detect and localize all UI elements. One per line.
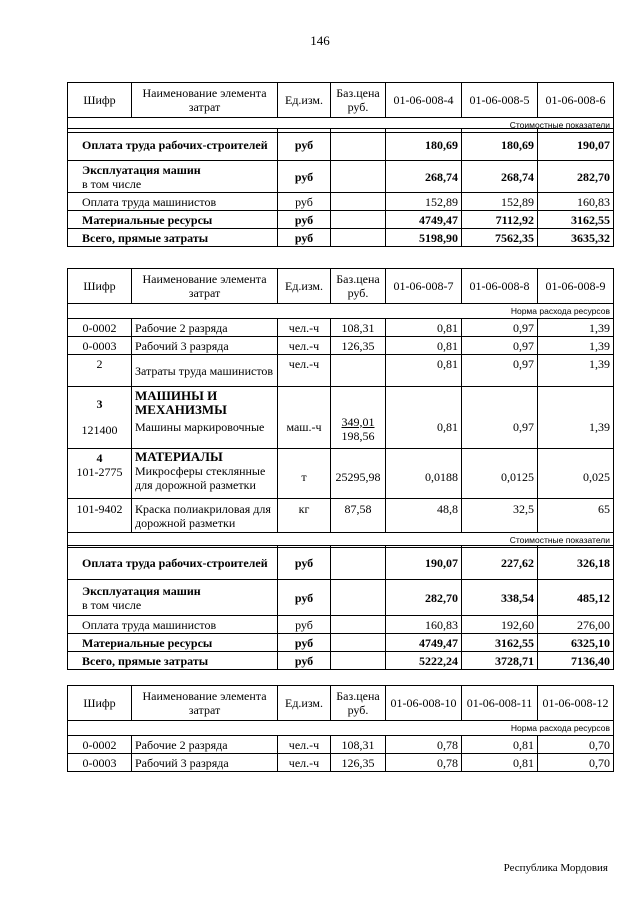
- header-col-1: 01-06-008-10: [386, 686, 462, 721]
- row-unit: чел.-ч: [278, 355, 331, 387]
- table-row: [68, 129, 614, 161]
- value-cell: 7136,40: [538, 652, 614, 670]
- value-cell: 1,39: [538, 387, 614, 449]
- value-cell: 190,07: [386, 546, 462, 580]
- value-cell: 6325,10: [538, 634, 614, 652]
- value-cell: 180,69: [386, 129, 462, 161]
- table-row: [68, 580, 614, 616]
- section-band-label: Стоимостные показатели: [68, 118, 614, 133]
- row-price: 349,01: [341, 414, 375, 429]
- header-code: Шифр: [68, 269, 132, 304]
- value-cell: 0,78: [386, 754, 462, 772]
- table-row: [68, 319, 614, 337]
- value-cell: 5222,24: [386, 652, 462, 670]
- value-cell: 160,83: [386, 616, 462, 634]
- value-cell: 268,74: [462, 161, 538, 193]
- table-row: [68, 652, 614, 670]
- section-code: 3: [96, 397, 103, 411]
- table-header: [68, 269, 614, 304]
- cost-table-2-body: [67, 545, 614, 670]
- value-cell: 7562,35: [462, 229, 538, 247]
- header-price: Баз.цена руб.: [331, 686, 386, 721]
- row-code: 0-0003: [68, 337, 132, 355]
- value-cell: 0,78: [386, 736, 462, 754]
- header-col-3: 01-06-008-9: [538, 269, 614, 304]
- row-unit: руб: [278, 193, 331, 211]
- table-row: [68, 449, 614, 499]
- cost-table-1: [67, 82, 614, 133]
- value-cell: 160,83: [538, 193, 614, 211]
- value-cell: 282,70: [386, 580, 462, 616]
- row-unit: руб: [278, 129, 331, 161]
- row-name: Материальные ресурсы: [68, 634, 278, 652]
- row-name: Оплата труда машинистов: [68, 616, 278, 634]
- value-cell: 338,54: [462, 580, 538, 616]
- table-row: [68, 736, 614, 754]
- row-unit: чел.-ч: [278, 736, 331, 754]
- value-cell: 0,81: [462, 754, 538, 772]
- value-cell: 0,97: [462, 337, 538, 355]
- value-cell: 0,97: [462, 387, 538, 449]
- value-cell: 276,00: [538, 616, 614, 634]
- table-row: [68, 387, 614, 449]
- value-cell: 485,12: [538, 580, 614, 616]
- header-code: Шифр: [68, 83, 132, 118]
- header-name: Наименование элемента затрат: [132, 686, 278, 721]
- table-row: [68, 229, 614, 247]
- row-unit: руб: [278, 634, 331, 652]
- row-price: 25295,98: [331, 449, 386, 499]
- header-unit: Ед.изм.: [278, 269, 331, 304]
- row-price: 108,31: [331, 736, 386, 754]
- row-price: [331, 355, 386, 387]
- value-cell: 3162,55: [538, 211, 614, 229]
- footer-region: Республика Мордовия: [503, 862, 608, 874]
- value-cell: 190,07: [538, 129, 614, 161]
- row-name: Эксплуатация машин: [82, 583, 201, 598]
- value-cell: 192,60: [462, 616, 538, 634]
- row-unit: маш.-ч: [278, 387, 331, 449]
- row-name: Рабочий 3 разряда: [132, 337, 278, 355]
- header-name: Наименование элемента затрат: [132, 83, 278, 118]
- row-code: 101-2775: [76, 465, 123, 479]
- table-row: [68, 211, 614, 229]
- row-name: Всего, прямые затраты: [68, 652, 278, 670]
- row-unit: руб: [278, 161, 331, 193]
- row-name: Рабочие 2 разряда: [132, 736, 278, 754]
- value-cell: 268,74: [386, 161, 462, 193]
- row-name: Затраты труда машинистов: [132, 355, 278, 387]
- header-col-1: 01-06-008-7: [386, 269, 462, 304]
- table-header: [68, 686, 614, 721]
- table-row: [68, 634, 614, 652]
- row-name: Всего, прямые затраты: [68, 229, 278, 247]
- resource-table-2: [67, 268, 614, 548]
- table-row: [68, 754, 614, 772]
- value-cell: 152,89: [386, 193, 462, 211]
- value-cell: 0,0125: [462, 449, 538, 499]
- row-unit: кг: [278, 499, 331, 533]
- table-row: [68, 355, 614, 387]
- section-band-label: Норма расхода ресурсов: [68, 304, 614, 319]
- value-cell: 326,18: [538, 546, 614, 580]
- value-cell: 152,89: [462, 193, 538, 211]
- value-cell: 3162,55: [462, 634, 538, 652]
- value-cell: 180,69: [462, 129, 538, 161]
- row-name: Микросферы стеклянные для дорожной разметки: [135, 464, 266, 492]
- value-cell: 0,025: [538, 449, 614, 499]
- value-cell: 0,81: [386, 337, 462, 355]
- value-cell: 0,70: [538, 754, 614, 772]
- value-cell: 4749,47: [386, 634, 462, 652]
- row-code: 0-0002: [68, 736, 132, 754]
- value-cell: 1,39: [538, 337, 614, 355]
- cost-table-1-body: [67, 128, 614, 247]
- header-col-2: 01-06-008-8: [462, 269, 538, 304]
- row-name: Машины маркировочные: [135, 420, 265, 434]
- row-unit: чел.-ч: [278, 319, 331, 337]
- row-code: 101-9402: [68, 499, 132, 533]
- row-unit: руб: [278, 616, 331, 634]
- row-name: Оплата труда рабочих-строителей: [68, 129, 278, 161]
- header-col-3: 01-06-008-12: [538, 686, 614, 721]
- page-number: 146: [310, 33, 330, 48]
- row-name: Рабочие 2 разряда: [132, 319, 278, 337]
- table-header: [68, 83, 614, 118]
- row-code: 0-0002: [68, 319, 132, 337]
- value-cell: 0,97: [462, 319, 538, 337]
- row-unit: руб: [278, 229, 331, 247]
- value-cell: 32,5: [462, 499, 538, 533]
- header-price: Баз.цена руб.: [331, 83, 386, 118]
- section-band-label: Норма расхода ресурсов: [68, 721, 614, 736]
- value-cell: 0,97: [462, 355, 538, 387]
- value-cell: 65: [538, 499, 614, 533]
- row-unit: руб: [278, 580, 331, 616]
- row-name: Эксплуатация машин: [82, 162, 201, 177]
- row-unit: руб: [278, 546, 331, 580]
- table-row: [68, 193, 614, 211]
- row-price-2: 198,56: [341, 428, 375, 443]
- row-unit: руб: [278, 652, 331, 670]
- row-unit: чел.-ч: [278, 337, 331, 355]
- row-name: Краска полиакриловая для дорожной разметки: [132, 499, 278, 533]
- row-code: 0-0003: [68, 754, 132, 772]
- value-cell: 3728,71: [462, 652, 538, 670]
- value-cell: 0,81: [386, 319, 462, 337]
- section-code: 4: [96, 451, 103, 465]
- row-name: Оплата труда рабочих-строителей: [68, 546, 278, 580]
- table-row: [68, 616, 614, 634]
- header-unit: Ед.изм.: [278, 83, 331, 118]
- header-price: Баз.цена руб.: [331, 269, 386, 304]
- row-name: Оплата труда машинистов: [68, 193, 278, 211]
- value-cell: 282,70: [538, 161, 614, 193]
- row-code: 2: [68, 355, 132, 387]
- row-code: 121400: [81, 423, 118, 437]
- row-subtext: в том числе: [82, 597, 142, 612]
- header-col-3: 01-06-008-6: [538, 83, 614, 118]
- value-cell: 4749,47: [386, 211, 462, 229]
- value-cell: 0,81: [386, 355, 462, 387]
- section-band-label: Стоимостные показатели: [68, 533, 614, 548]
- value-cell: 0,70: [538, 736, 614, 754]
- value-cell: 3635,32: [538, 229, 614, 247]
- row-price: 87,58: [331, 499, 386, 533]
- row-unit: чел.-ч: [278, 754, 331, 772]
- section-title: МАТЕРИАЛЫ: [135, 449, 223, 464]
- header-code: Шифр: [68, 686, 132, 721]
- table-row: [68, 161, 614, 193]
- value-cell: 48,8: [386, 499, 462, 533]
- value-cell: 1,39: [538, 319, 614, 337]
- header-col-2: 01-06-008-5: [462, 83, 538, 118]
- resource-table-3: [67, 685, 614, 772]
- table-row: [68, 337, 614, 355]
- value-cell: 227,62: [462, 546, 538, 580]
- row-subtext: в том числе: [82, 176, 142, 191]
- table-row: [68, 546, 614, 580]
- value-cell: 7112,92: [462, 211, 538, 229]
- section-title: МАШИНЫ И МЕХАНИЗМЫ: [135, 388, 227, 417]
- row-unit: т: [278, 449, 331, 499]
- value-cell: 0,81: [386, 387, 462, 449]
- row-price: 126,35: [331, 754, 386, 772]
- value-cell: 0,81: [462, 736, 538, 754]
- header-unit: Ед.изм.: [278, 686, 331, 721]
- value-cell: 5198,90: [386, 229, 462, 247]
- header-col-1: 01-06-008-4: [386, 83, 462, 118]
- table-row: [68, 499, 614, 533]
- row-unit: руб: [278, 211, 331, 229]
- value-cell: 1,39: [538, 355, 614, 387]
- header-col-2: 01-06-008-11: [462, 686, 538, 721]
- value-cell: 0,0188: [386, 449, 462, 499]
- row-name: Материальные ресурсы: [68, 211, 278, 229]
- header-name: Наименование элемента затрат: [132, 269, 278, 304]
- row-price: 126,35: [331, 337, 386, 355]
- row-price: 108,31: [331, 319, 386, 337]
- row-name: Рабочий 3 разряда: [132, 754, 278, 772]
